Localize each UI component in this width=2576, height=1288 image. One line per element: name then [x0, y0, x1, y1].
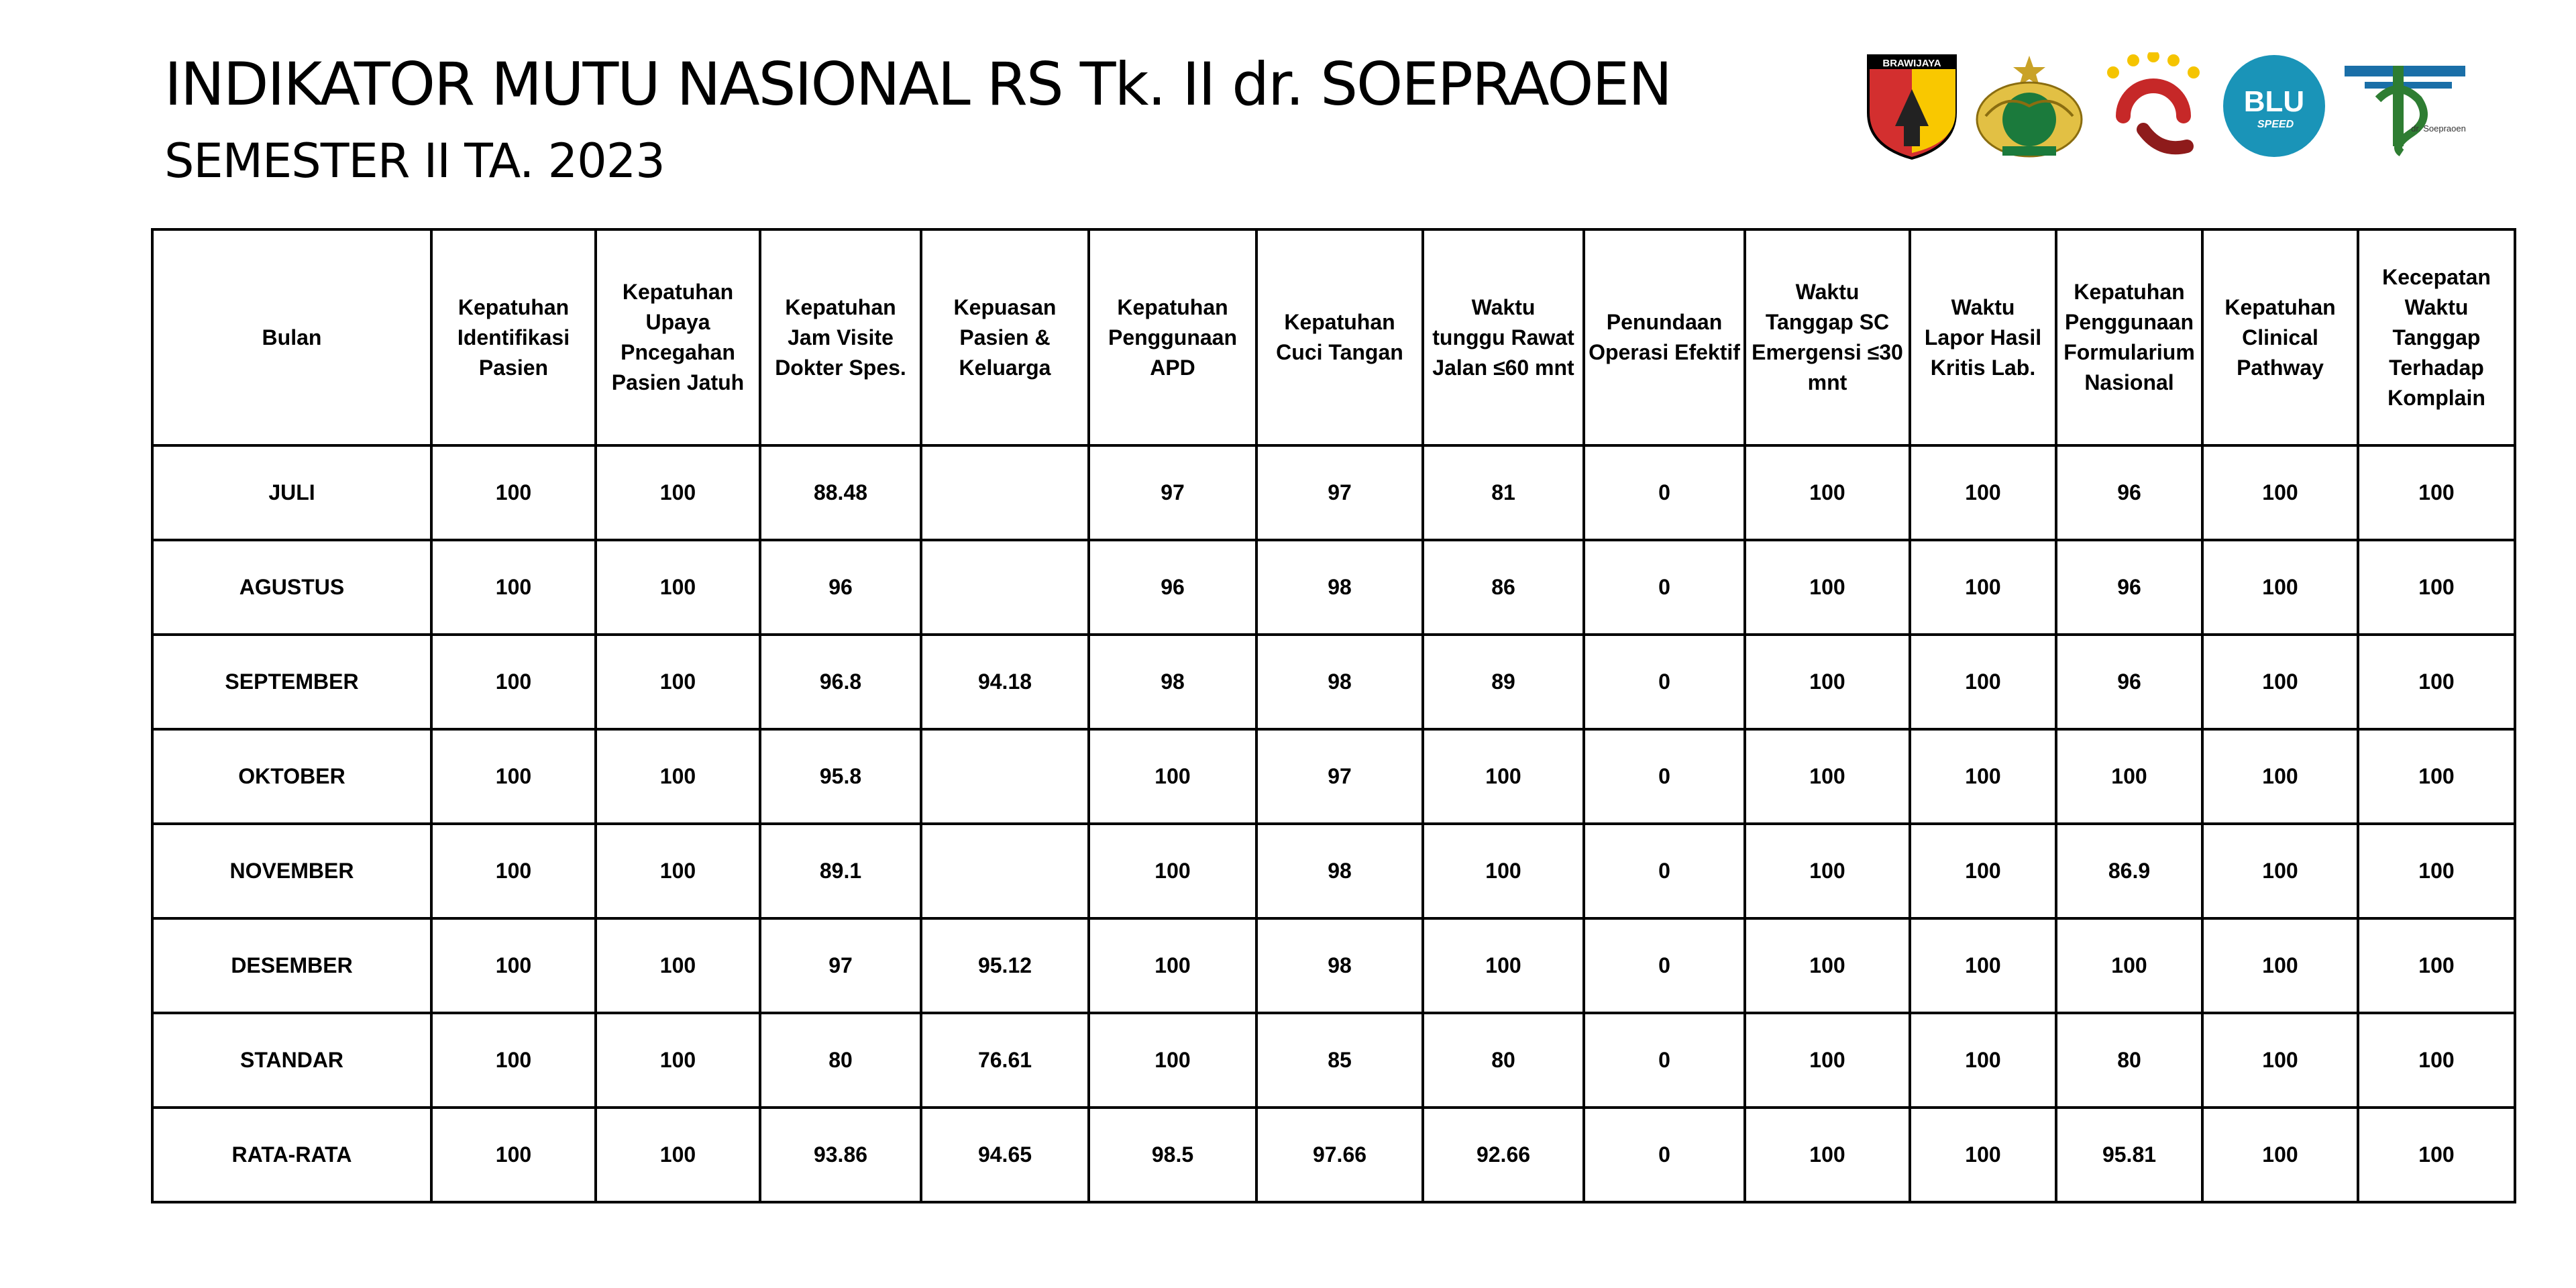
value-cell: 100 — [431, 729, 596, 824]
column-header-line: Kepatuhan — [1284, 310, 1395, 334]
value-cell: 100 — [1910, 635, 2056, 729]
column-header — [921, 229, 1089, 445]
column-header-line: Lapor Hasil — [1924, 325, 2042, 350]
value-cell: 97.66 — [1256, 1108, 1423, 1202]
value-cell: 0 — [1584, 824, 1745, 918]
column-header — [1256, 229, 1423, 445]
column-header-line: Emergensi ≤30 — [1752, 340, 1903, 364]
page-title: INDIKATOR MUTU NASIONAL RS Tk. II dr. SOEPRAOEN — [164, 50, 1671, 119]
value-cell: 85 — [1256, 1013, 1423, 1108]
value-cell: 100 — [2056, 729, 2202, 824]
value-cell: 98 — [1256, 635, 1423, 729]
column-header-line: Upaya — [645, 310, 710, 334]
value-cell: 96 — [1089, 540, 1256, 635]
rs-soepraoen-logo — [2338, 52, 2472, 160]
month-cell: AGUSTUS — [152, 540, 431, 635]
column-header-line: Terhadap — [2389, 355, 2484, 380]
column-header-line: Pncegahan — [621, 340, 735, 364]
column-header-line: Kepatuhan — [2074, 280, 2185, 304]
value-cell: 100 — [2202, 729, 2358, 824]
value-cell: 100 — [2202, 918, 2358, 1013]
column-header-line: Kepatuhan — [622, 280, 734, 304]
brawijaya-logo — [1865, 52, 1959, 160]
month-cell: STANDAR — [152, 1013, 431, 1108]
value-cell: 80 — [1423, 1013, 1584, 1108]
value-cell: 100 — [431, 445, 596, 540]
value-cell: 0 — [1584, 729, 1745, 824]
column-header-line: Jalan ≤60 mnt — [1432, 355, 1574, 380]
value-cell — [921, 729, 1089, 824]
column-header-line: Jam Visite — [788, 325, 894, 350]
blu-logo-text: BLU — [2243, 85, 2305, 118]
value-cell: 100 — [596, 824, 760, 918]
brawijaya-logo-text: BRAWIJAYA — [1882, 58, 1941, 69]
value-cell: 100 — [596, 1013, 760, 1108]
column-header — [1584, 229, 1745, 445]
column-header — [2358, 229, 2515, 445]
value-cell: 98 — [1089, 635, 1256, 729]
value-cell — [921, 445, 1089, 540]
table-row — [152, 918, 2515, 1013]
value-cell: 95.81 — [2056, 1108, 2202, 1202]
value-cell: 98 — [1256, 540, 1423, 635]
column-header-line: Penggunaan — [1108, 325, 1237, 350]
column-header-line: Penundaan — [1606, 310, 1723, 334]
column-header-line: Kepatuhan — [2224, 294, 2336, 319]
value-cell: 98 — [1256, 918, 1423, 1013]
column-header-line: Waktu — [1471, 294, 1536, 319]
table-row — [152, 1013, 2515, 1108]
value-cell: 76.61 — [921, 1013, 1089, 1108]
value-cell: 100 — [596, 445, 760, 540]
value-cell: 100 — [596, 918, 760, 1013]
value-cell: 88.48 — [760, 445, 921, 540]
month-cell: OKTOBER — [152, 729, 431, 824]
month-cell: NOVEMBER — [152, 824, 431, 918]
value-cell: 100 — [2202, 540, 2358, 635]
value-cell: 96.8 — [760, 635, 921, 729]
value-cell: 0 — [1584, 635, 1745, 729]
value-cell: 94.65 — [921, 1108, 1089, 1202]
value-cell: 0 — [1584, 540, 1745, 635]
column-header-line: Waktu — [1795, 280, 1860, 304]
column-header — [431, 229, 596, 445]
rs-logo-text: dr. Soepraoen — [2411, 123, 2466, 133]
table-header-row — [152, 229, 2515, 445]
month-cell: DESEMBER — [152, 918, 431, 1013]
column-header-line: Nasional — [2084, 370, 2174, 394]
column-header-line: Keluarga — [959, 355, 1051, 380]
column-header-line: Kepatuhan — [458, 294, 570, 319]
value-cell: 93.86 — [760, 1108, 921, 1202]
value-cell: 0 — [1584, 1108, 1745, 1202]
value-cell — [921, 824, 1089, 918]
value-cell: 100 — [1089, 824, 1256, 918]
value-cell: 96 — [2056, 635, 2202, 729]
column-header-line: Bulan — [262, 325, 322, 350]
value-cell: 100 — [2358, 445, 2515, 540]
column-header-line: Pasien & — [959, 325, 1051, 350]
value-cell: 97 — [1256, 729, 1423, 824]
month-cell: RATA-RATA — [152, 1108, 431, 1202]
table-body — [152, 445, 2515, 1202]
value-cell: 100 — [2358, 1013, 2515, 1108]
value-cell: 100 — [431, 1013, 596, 1108]
value-cell: 100 — [2358, 824, 2515, 918]
value-cell: 100 — [2358, 540, 2515, 635]
value-cell: 100 — [2202, 824, 2358, 918]
value-cell: 96 — [2056, 445, 2202, 540]
value-cell: 96 — [760, 540, 921, 635]
column-header-line: Pathway — [2237, 355, 2324, 380]
column-header — [2202, 229, 2358, 445]
value-cell: 86 — [1423, 540, 1584, 635]
table-row — [152, 729, 2515, 824]
column-header — [760, 229, 921, 445]
column-header-line: Dokter Spes. — [775, 355, 906, 380]
value-cell: 95.12 — [921, 918, 1089, 1013]
value-cell: 100 — [1910, 1013, 2056, 1108]
column-header — [152, 229, 431, 445]
value-cell: 100 — [1423, 824, 1584, 918]
column-header-line: tunggu Rawat — [1432, 325, 1574, 350]
value-cell: 100 — [1423, 918, 1584, 1013]
value-cell: 100 — [1423, 729, 1584, 824]
column-header — [1423, 229, 1584, 445]
value-cell: 100 — [2056, 918, 2202, 1013]
column-header-line: Formularium — [2063, 340, 2195, 364]
value-cell: 100 — [1910, 918, 2056, 1013]
value-cell: 100 — [1745, 635, 1910, 729]
value-cell: 98 — [1256, 824, 1423, 918]
value-cell: 0 — [1584, 918, 1745, 1013]
column-header-line: Kecepatan — [2382, 264, 2491, 289]
value-cell: 100 — [431, 540, 596, 635]
blu-speed-logo — [2220, 52, 2328, 160]
value-cell: 89 — [1423, 635, 1584, 729]
value-cell: 100 — [2202, 1013, 2358, 1108]
column-header — [1089, 229, 1256, 445]
value-cell: 100 — [596, 540, 760, 635]
value-cell: 98.5 — [1089, 1108, 1256, 1202]
table-row — [152, 635, 2515, 729]
column-header — [1745, 229, 1910, 445]
value-cell: 100 — [1745, 918, 1910, 1013]
value-cell: 100 — [1745, 1108, 1910, 1202]
value-cell: 94.18 — [921, 635, 1089, 729]
value-cell: 100 — [1910, 1108, 2056, 1202]
column-header-line: Penggunaan — [2064, 310, 2194, 334]
value-cell: 100 — [596, 635, 760, 729]
column-header-line: Cuci Tangan — [1276, 340, 1403, 364]
indicator-table — [151, 228, 2516, 1203]
column-header-line: APD — [1150, 355, 1195, 380]
value-cell: 100 — [1089, 729, 1256, 824]
value-cell: 97 — [1089, 445, 1256, 540]
value-cell: 100 — [1745, 540, 1910, 635]
value-cell: 100 — [1910, 540, 2056, 635]
quality-logo — [2096, 52, 2210, 160]
table-row — [152, 1108, 2515, 1202]
value-cell: 100 — [1089, 918, 1256, 1013]
column-header-line: Tanggap — [2392, 325, 2481, 350]
table-row — [152, 540, 2515, 635]
value-cell: 80 — [2056, 1013, 2202, 1108]
value-cell: 100 — [2358, 1108, 2515, 1202]
column-header-line: Tanggap SC — [1765, 310, 1890, 334]
value-cell: 86.9 — [2056, 824, 2202, 918]
column-header-line: Kepatuhan — [785, 294, 896, 319]
column-header-line: Kepatuhan — [1117, 294, 1228, 319]
value-cell: 100 — [2202, 635, 2358, 729]
value-cell: 100 — [2358, 729, 2515, 824]
column-header — [1910, 229, 2056, 445]
page-subtitle: SEMESTER II TA. 2023 — [164, 133, 665, 189]
value-cell: 0 — [1584, 445, 1745, 540]
column-header-line: Operasi Efektif — [1589, 340, 1740, 364]
value-cell: 100 — [2202, 1108, 2358, 1202]
column-header — [2056, 229, 2202, 445]
value-cell — [921, 540, 1089, 635]
column-header — [596, 229, 760, 445]
value-cell: 100 — [431, 918, 596, 1013]
column-header-line: Identifikasi — [457, 325, 570, 350]
value-cell: 100 — [2358, 918, 2515, 1013]
value-cell: 81 — [1423, 445, 1584, 540]
column-header-line: Pasien Jatuh — [611, 370, 745, 394]
value-cell: 100 — [1745, 729, 1910, 824]
blu-logo-subtext: SPEED — [2257, 119, 2294, 130]
value-cell: 100 — [596, 1108, 760, 1202]
value-cell: 100 — [1910, 824, 2056, 918]
table-row — [152, 445, 2515, 540]
month-cell: JULI — [152, 445, 431, 540]
column-header-line: Kepuasan — [953, 294, 1057, 319]
value-cell: 100 — [2202, 445, 2358, 540]
value-cell: 100 — [1089, 1013, 1256, 1108]
value-cell: 100 — [431, 635, 596, 729]
value-cell: 100 — [2358, 635, 2515, 729]
value-cell: 97 — [1256, 445, 1423, 540]
value-cell: 100 — [431, 1108, 596, 1202]
logo-strip — [1865, 52, 2469, 166]
column-header-line: Waktu — [1951, 294, 2015, 319]
value-cell: 100 — [1745, 1013, 1910, 1108]
value-cell: 97 — [760, 918, 921, 1013]
column-header-line: Komplain — [2387, 385, 2485, 410]
value-cell: 100 — [1910, 445, 2056, 540]
column-header-line: Waktu — [2404, 294, 2469, 319]
value-cell: 95.8 — [760, 729, 921, 824]
value-cell: 0 — [1584, 1013, 1745, 1108]
column-header-line: Kritis Lab. — [1930, 355, 2036, 380]
value-cell: 96 — [2056, 540, 2202, 635]
value-cell: 100 — [431, 824, 596, 918]
garuda-emblem-logo — [1972, 52, 2086, 160]
value-cell: 100 — [596, 729, 760, 824]
value-cell: 100 — [1910, 729, 2056, 824]
value-cell: 100 — [1745, 445, 1910, 540]
value-cell: 100 — [1745, 824, 1910, 918]
value-cell: 80 — [760, 1013, 921, 1108]
value-cell: 89.1 — [760, 824, 921, 918]
column-header-line: Clinical — [2242, 325, 2318, 350]
column-header-line: Pasien — [478, 355, 549, 380]
column-header-line: mnt — [1807, 370, 1847, 394]
value-cell: 92.66 — [1423, 1108, 1584, 1202]
month-cell: SEPTEMBER — [152, 635, 431, 729]
table-row — [152, 824, 2515, 918]
